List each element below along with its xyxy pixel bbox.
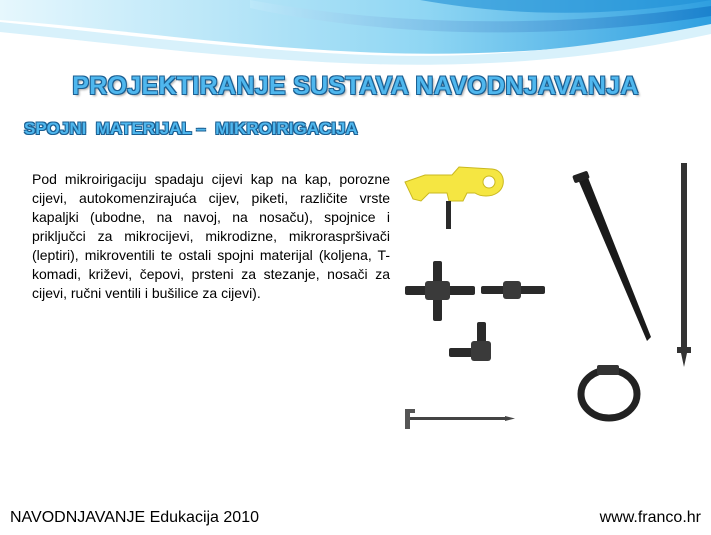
- clamp-ring-icon: [581, 365, 637, 418]
- page-subtitle: SPOJNI MATERIJAL – MIKROIRIGACIJA: [24, 119, 358, 138]
- pipe-holder-icon: [397, 401, 517, 437]
- dripper-key-icon: [405, 167, 503, 229]
- page-title: PROJEKTIRANJE SUSTAVA NAVODNJAVANJA: [72, 72, 639, 100]
- product-photo-collage: [397, 157, 693, 437]
- stake-icon: [572, 171, 651, 341]
- straight-connector-icon: [481, 281, 545, 299]
- elbow-connector-icon: [449, 322, 491, 361]
- description-paragraph: Pod mikroirigaciju spadaju cijevi kap na kap, porozne cijevi, autokomenzirajuća cijev, piketi, različite vrste kapaljki (ubodne, na navoj, na nosaču), spojnice i priključci za mikrocijevi, mikrodizne, mikroraspršivači (leptiri), mikroventili te ostali spojni materijal (koljena, T-komadi, križevi, čepovi, prsteni za stezanje, nosači za cijevi, ručni ventili i bušilice za cijevi).: [32, 171, 390, 301]
- tall-stake-icon: [677, 163, 691, 367]
- footer-website-link[interactable]: www.franco.hr: [599, 509, 701, 526]
- header-wave-decoration: [0, 0, 711, 70]
- cross-connector-icon: [405, 261, 475, 321]
- footer-course-label: NAVODNJAVANJE Edukacija 2010: [10, 509, 259, 526]
